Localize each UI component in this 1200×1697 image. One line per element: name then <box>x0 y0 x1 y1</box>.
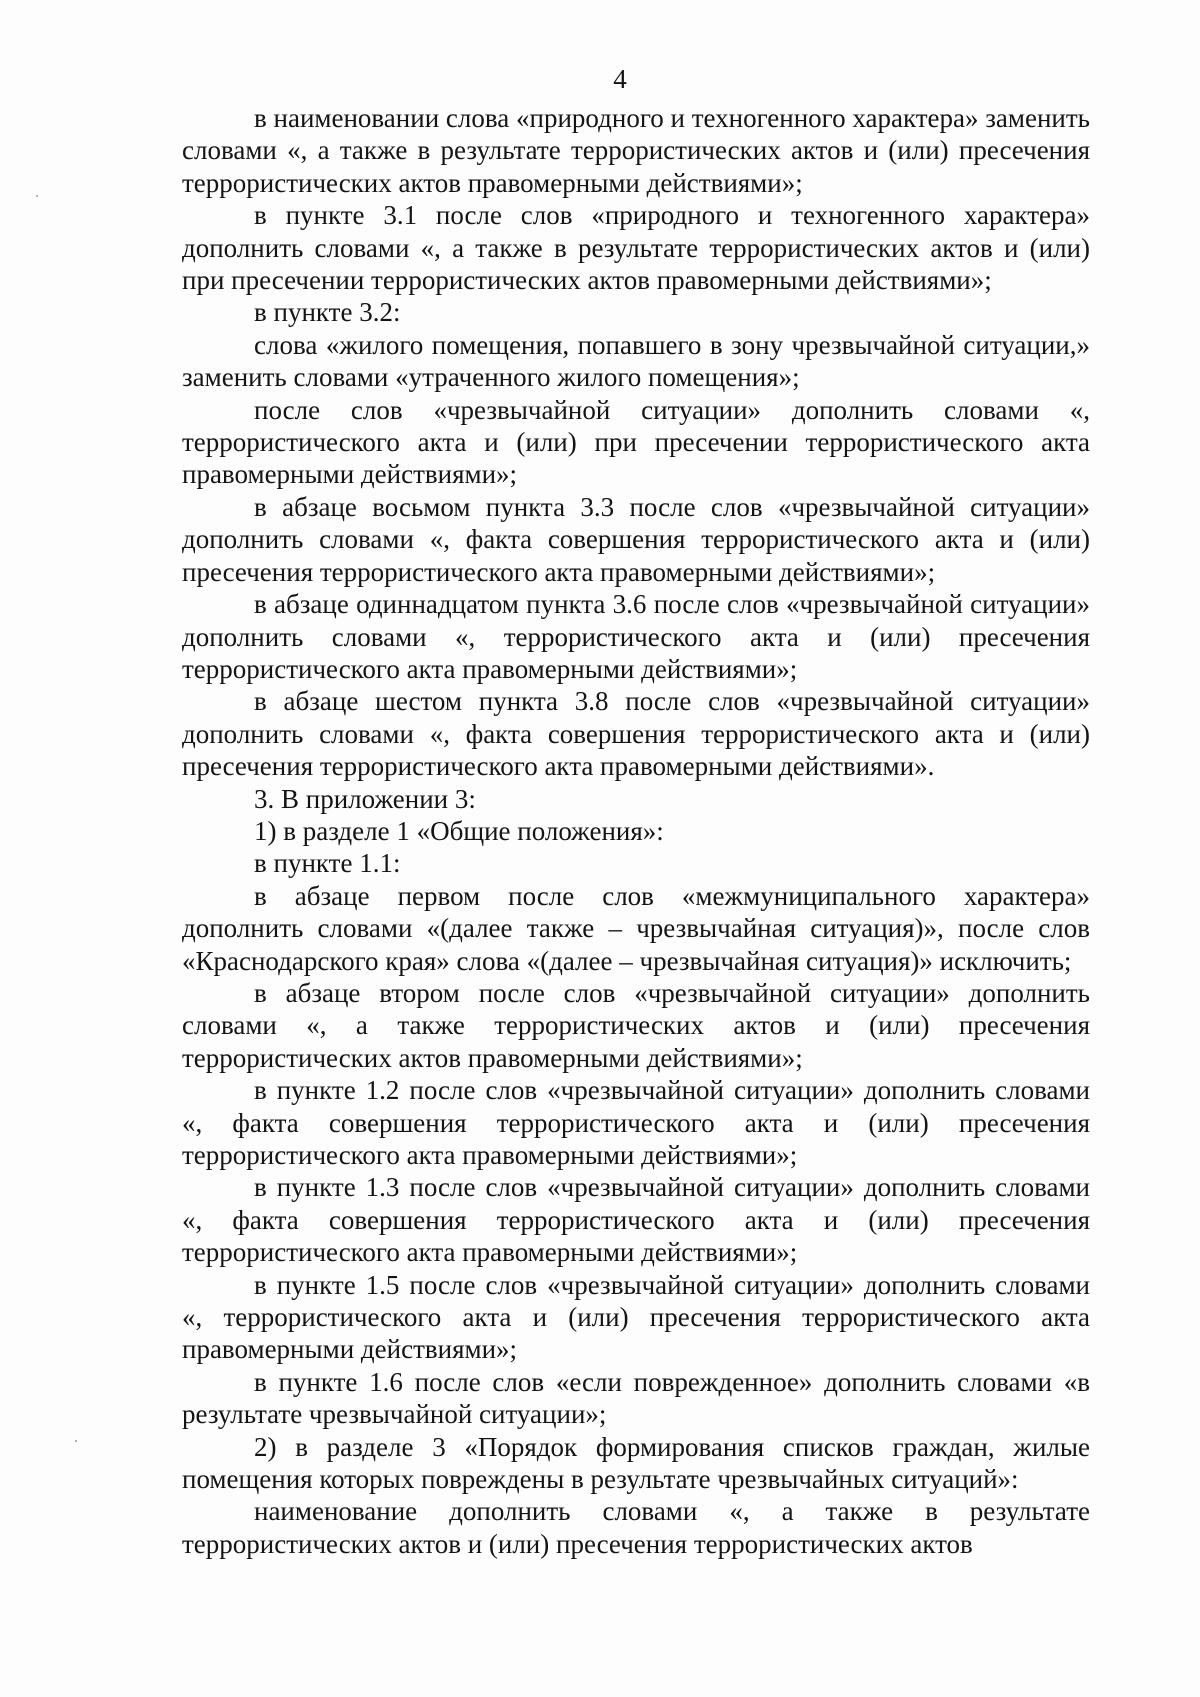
paragraph: 2) в разделе 3 «Порядок формирования списков граждан, жилые помещения которых повреждены в результате чрезвычайных ситуаций»: <box>182 1431 1090 1495</box>
paragraph: в пункте 1.1: <box>254 848 401 879</box>
paragraph: в пункте 3.2: <box>254 297 401 328</box>
paragraph: в абзаце одиннадцатом пункта 3.6 после слов «чрезвычайной ситуации» дополнить словами «, террористического акта и (или) пресечения террористического акта правомерными действиями»; <box>182 589 1090 684</box>
paragraph: слова «жилого помещения, попавшего в зону чрезвычайной ситуации,» заменить словами «утраченного жилого помещения»; <box>182 329 1090 393</box>
paragraph: в абзаце втором после слов «чрезвычайной ситуации» дополнить словами «, а также террористических актов и (или) пресечения террористических актов правомерными действиями»; <box>182 977 1090 1073</box>
scan-speck <box>75 1440 77 1442</box>
paragraph: 1) в разделе 1 «Общие положения»: <box>254 815 664 846</box>
paragraph: в наименовании слова «природного и техногенного характера» заменить словами «, а также в результате террористических актов и (или) пресечения террористических актов правомерными действиями»; <box>182 103 1090 198</box>
paragraph: в пункте 1.6 после слов «если поврежденное» дополнить словами «в результате чрезвычайной ситуации»; <box>182 1366 1090 1430</box>
page-number: 4 <box>613 64 627 94</box>
paragraph: в абзаце восьмом пункта 3.3 после слов «чрезвычайной ситуации» дополнить словами «, факта совершения террористического акта и (или) пресечения террористического акта правомерными действиями»; <box>182 491 1090 587</box>
paragraph: наименование дополнить словами «, а также в результате террористических актов и (или) пресечения террористических актов <box>182 1496 1090 1559</box>
paragraph: в пункте 3.1 после слов «природного и техногенного характера» дополнить словами «, а также в результате террористических актов и (или) при пресечении террористических актов правомерными действиями»; <box>182 200 1090 296</box>
paragraph: в абзаце шестом пункта 3.8 после слов «чрезвычайной ситуации» дополнить словами «, факта совершения террористического акта и (или) пресечения террористического акта правомерными действиями». <box>182 686 1090 782</box>
paragraph: в абзаце первом после слов «межмуниципального характера» дополнить словами «(далее также – чрезвычайная ситуация)», после слов «Краснодарского края» слова «(далее – чрезвычайная ситуация)» исключить; <box>182 880 1090 976</box>
document-body <box>182 102 1090 1560</box>
paragraph: 3. В приложении 3: <box>254 783 476 814</box>
paragraph: в пункте 1.3 после слов «чрезвычайной ситуации» дополнить словами «, факта совершения террористического акта и (или) пресечения террористического акта правомерными действиями»; <box>182 1172 1090 1268</box>
paragraph: в пункте 1.2 после слов «чрезвычайной ситуации» дополнить словами «, факта совершения террористического акта и (или) пресечения террористического акта правомерными действиями»; <box>182 1075 1090 1170</box>
scan-speck <box>36 195 38 197</box>
paragraph: после слов «чрезвычайной ситуации» дополнить словами «, террористического акта и (или) при пресечении террористического акта правомерными действиями»; <box>182 394 1090 490</box>
paragraph: в пункте 1.5 после слов «чрезвычайной ситуации» дополнить словами «, террористического акта и (или) пресечения террористического акта правомерными действиями»; <box>182 1269 1090 1365</box>
